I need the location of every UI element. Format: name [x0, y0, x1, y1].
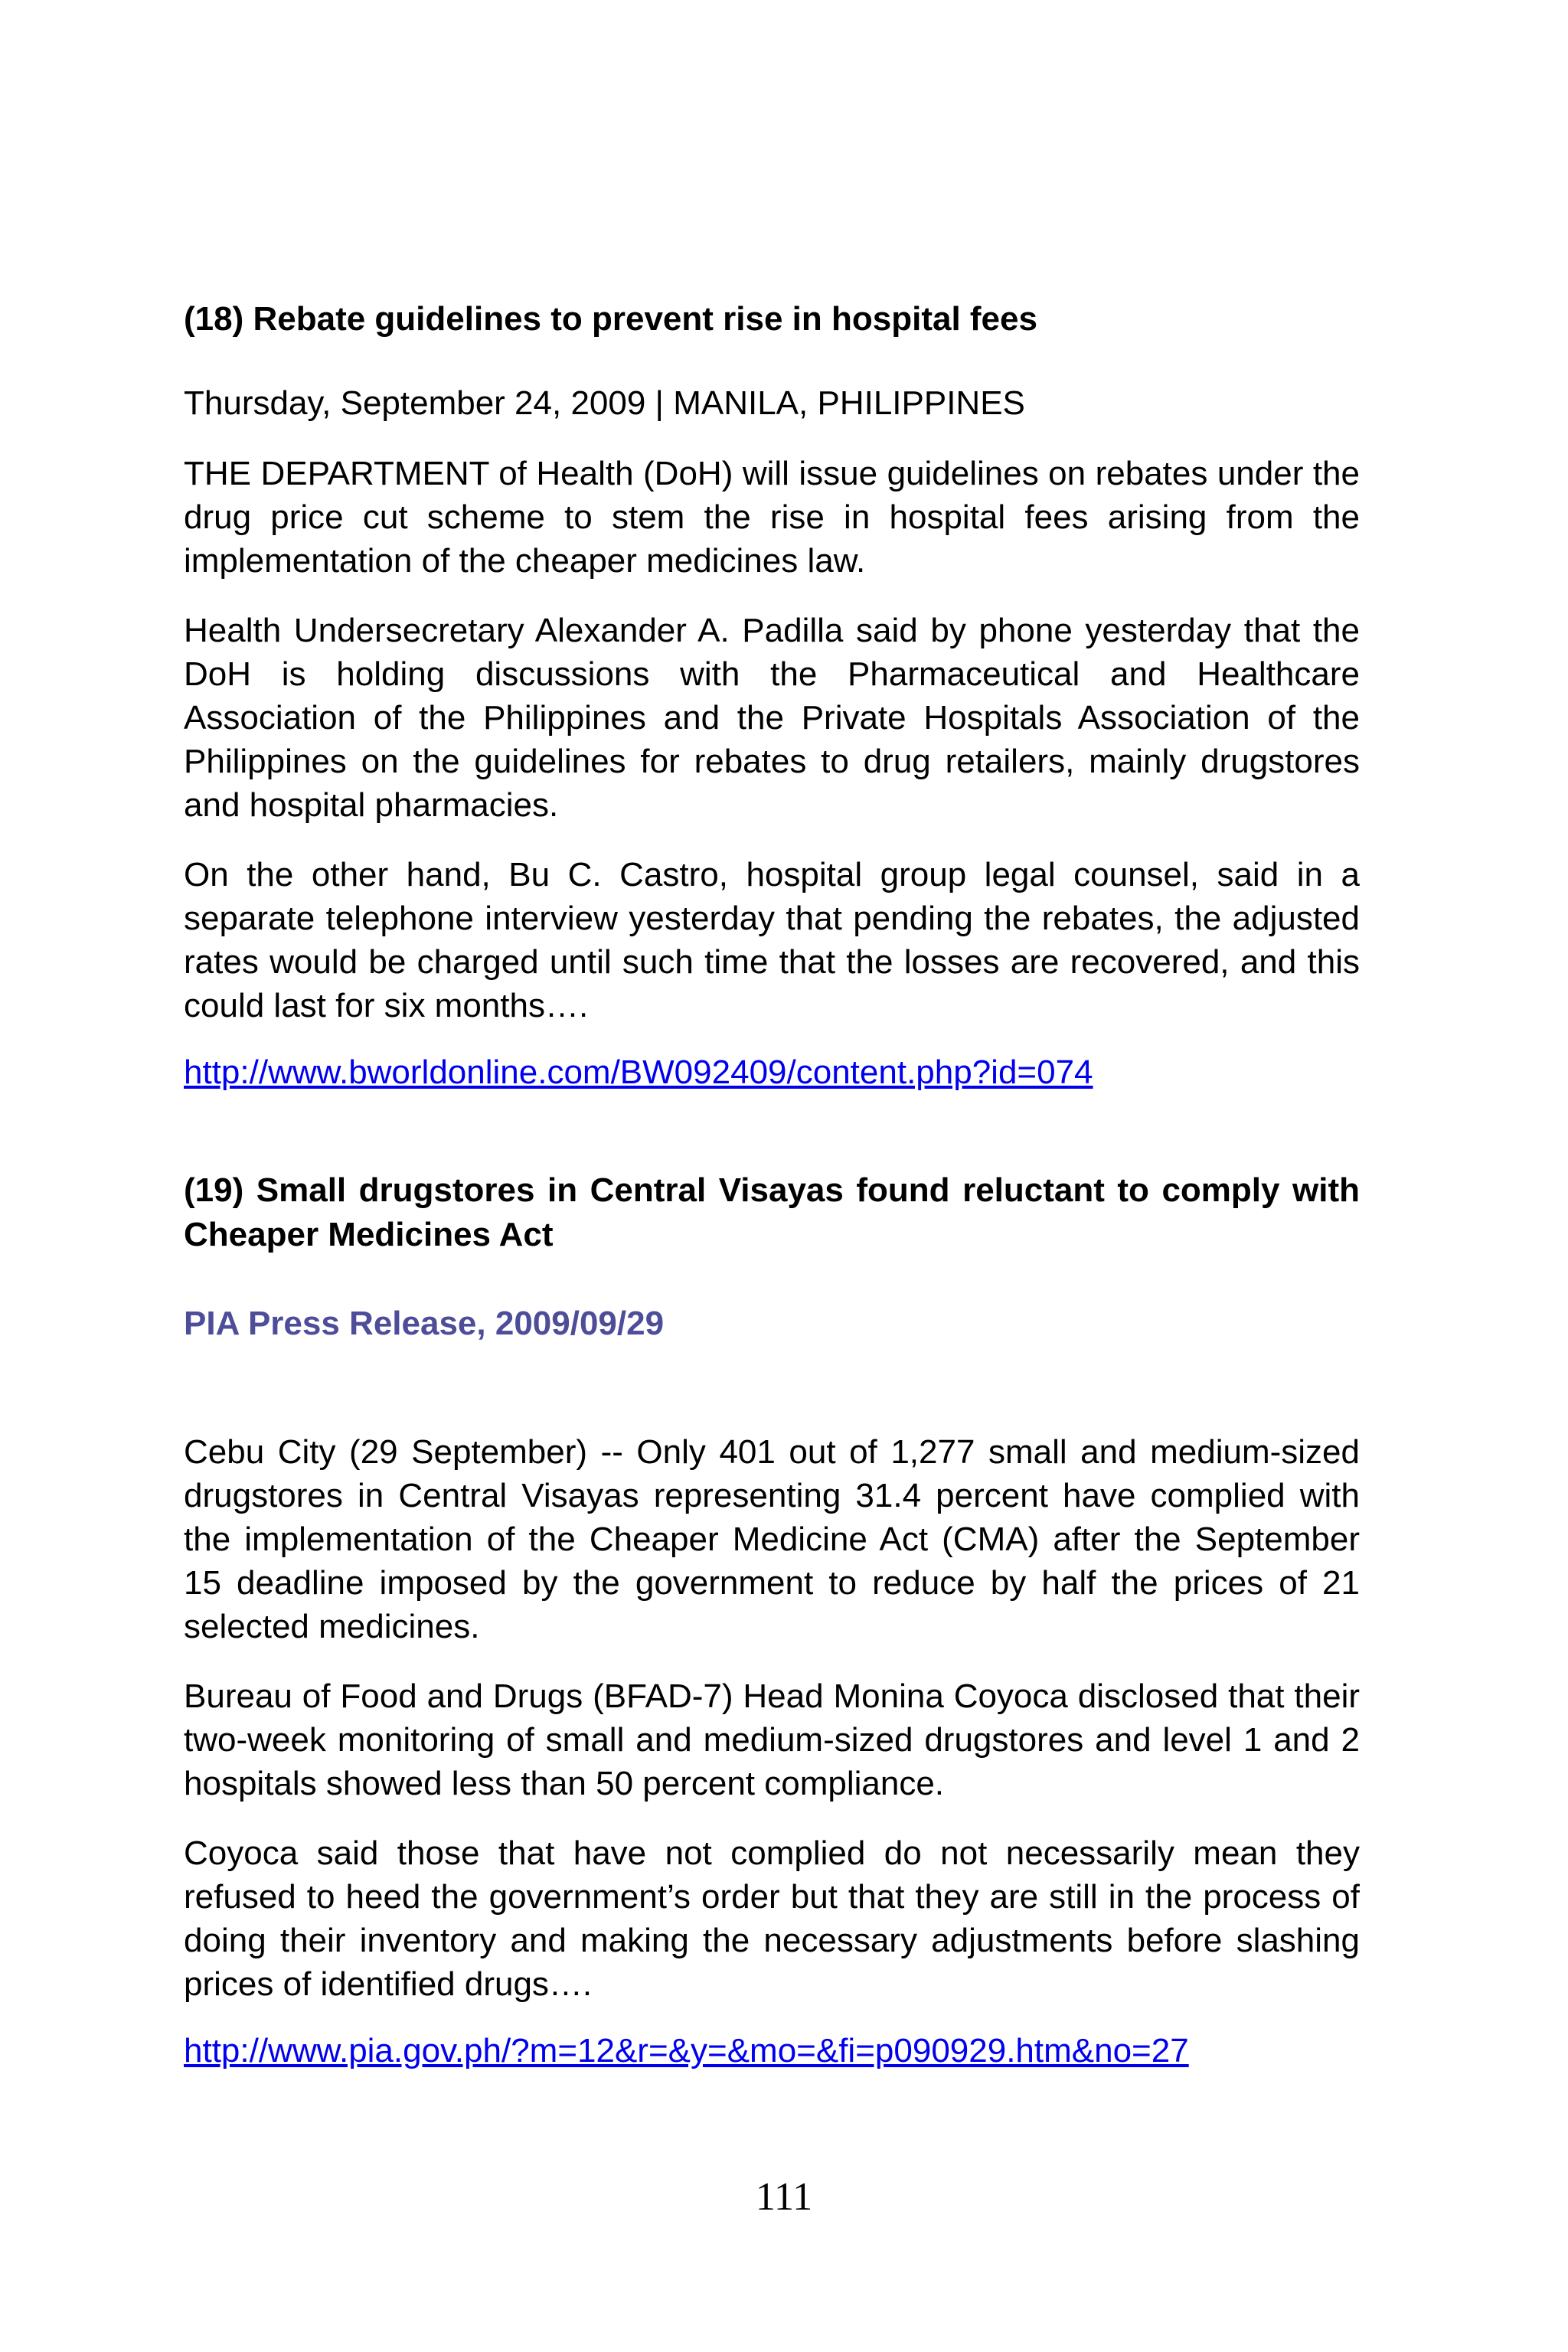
article-18: [184, 297, 1360, 1095]
article-19-source: PIA Press Release, 2009/09/29: [184, 1305, 665, 1342]
article-19-paragraph-1: Cebu City (29 September) -- Only 401 out of 1,277 small and medium-sized drugstores in Central Visayas representing 31.4 percent have complied with the implementation of the Cheaper Medicine Act (CMA) after the September 15 deadline imposed by the government to reduce by half the prices of 21 selected medicines.: [184, 1433, 1360, 1645]
article-19-heading: (19) Small drugstores in Central Visayas found reluctant to comply with Cheaper Medicines Act: [184, 1171, 1360, 1253]
article-18-dateline: Thursday, September 24, 2009 | MANILA, PHILIPPINES: [184, 384, 1025, 422]
article-19-source-link[interactable]: http://www.pia.gov.ph/?m=12&r=&y=&mo=&fi=p090929.htm&no=27: [184, 2032, 1189, 2069]
article-18-paragraph-3: On the other hand, Bu C. Castro, hospital group legal counsel, said in a separate telephone interview yesterday that pending the rebates, the adjusted rates would be charged until such time that the losses are recovered, and this could last for six months….: [184, 856, 1360, 1024]
article-18-heading: (18) Rebate guidelines to prevent rise in hospital fees: [184, 300, 1037, 338]
article-18-paragraph-2: Health Undersecretary Alexander A. Padilla said by phone yesterday that the DoH is holding discussions with the Pharmaceutical and Healthcare Association of the Philippines and the Private Hospitals Association of the Philippines on the guidelines for rebates to drug retailers, mainly drugstores and hospital pharmacies.: [184, 612, 1360, 824]
article-19-paragraph-2: Bureau of Food and Drugs (BFAD-7) Head Monina Coyoca disclosed that their two-week monitoring of small and medium-sized drugstores and level 1 and 2 hospitals showed less than 50 percent compliance.: [184, 1677, 1360, 1802]
article-19-paragraph-3: Coyoca said those that have not complied do not necessarily mean they refused to heed the government’s order but that they are still in the process of doing their inventory and making the necessary adjustments before slashing prices of identified drugs….: [184, 1834, 1360, 2003]
article-19: [184, 1168, 1360, 2073]
article-18-paragraph-1: THE DEPARTMENT of Health (DoH) will issue guidelines on rebates under the drug price cut scheme to stem the rise in hospital fees arising from the implementation of the cheaper medicines law.: [184, 455, 1360, 580]
page-number: 111: [755, 2175, 813, 2219]
page-content: [184, 297, 1360, 2073]
article-18-source-link[interactable]: http://www.bworldonline.com/BW092409/content.php?id=074: [184, 1054, 1093, 1091]
